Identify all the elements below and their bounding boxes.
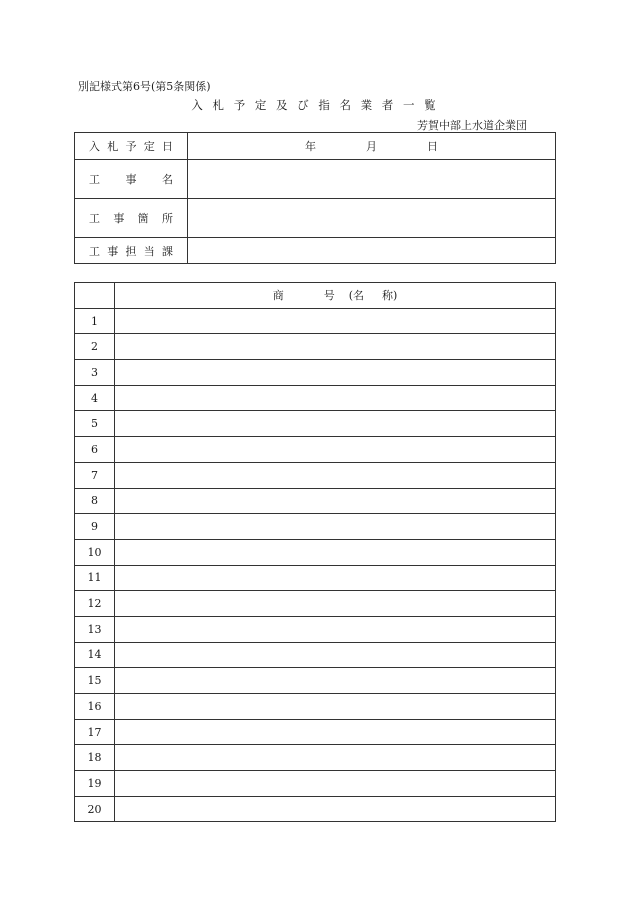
- form-number: 別記様式第6号(第5条関係): [78, 80, 211, 93]
- work-name-label: 工事名: [89, 173, 173, 186]
- list-row-number: 13: [75, 616, 115, 642]
- list-row: [75, 694, 556, 720]
- bid-date-label-cell: [75, 133, 188, 160]
- work-place-row: [75, 199, 556, 238]
- list-row: [75, 616, 556, 642]
- list-row-name-cell[interactable]: [115, 539, 556, 565]
- list-row: [75, 334, 556, 360]
- list-row: [75, 514, 556, 540]
- info-table: [74, 132, 556, 264]
- list-row-name-cell[interactable]: [115, 668, 556, 694]
- list-row-number: 19: [75, 771, 115, 797]
- list-row-name-cell[interactable]: [115, 360, 556, 386]
- list-row-name-cell[interactable]: [115, 565, 556, 591]
- list-row-number: 8: [75, 488, 115, 514]
- document-title: 入 札 予 定 及 び 指 名 業 者 一 覧: [191, 98, 439, 112]
- list-row: [75, 771, 556, 797]
- list-row-number: 3: [75, 360, 115, 386]
- list-row-name-cell[interactable]: [115, 411, 556, 437]
- list-row-number: 11: [75, 565, 115, 591]
- list-header-row: [75, 283, 556, 309]
- list-row: [75, 308, 556, 334]
- work-name-label-cell: [75, 160, 188, 199]
- list-header-number-cell: [75, 283, 115, 309]
- list-row: [75, 565, 556, 591]
- list-row-number: 10: [75, 539, 115, 565]
- bid-date-row: [75, 133, 556, 160]
- list-row-name-cell[interactable]: [115, 616, 556, 642]
- work-name-value[interactable]: [188, 160, 556, 199]
- list-row: [75, 437, 556, 463]
- date-year-label: 年: [305, 140, 316, 153]
- list-row-name-cell[interactable]: [115, 719, 556, 745]
- list-row-name-cell[interactable]: [115, 694, 556, 720]
- list-header-name-cell: [115, 283, 556, 309]
- list-row-number: 17: [75, 719, 115, 745]
- issuer-name: 芳賀中部上水道企業団: [417, 119, 527, 132]
- list-row-number: 12: [75, 591, 115, 617]
- work-name-row: [75, 160, 556, 199]
- list-row: [75, 539, 556, 565]
- list-row-number: 14: [75, 642, 115, 668]
- work-dept-value[interactable]: [188, 238, 556, 264]
- list-row-number: 16: [75, 694, 115, 720]
- work-place-value[interactable]: [188, 199, 556, 238]
- list-row-number: 9: [75, 514, 115, 540]
- list-row-number: 6: [75, 437, 115, 463]
- list-row: [75, 385, 556, 411]
- work-place-label: 工事箇所: [89, 212, 173, 225]
- list-row: [75, 411, 556, 437]
- list-row: [75, 745, 556, 771]
- list-header-part-2: 号: [323, 289, 335, 303]
- list-row: [75, 591, 556, 617]
- list-row-number: 15: [75, 668, 115, 694]
- list-row: [75, 642, 556, 668]
- work-dept-label-cell: [75, 238, 188, 264]
- list-row-name-cell[interactable]: [115, 745, 556, 771]
- list-row-number: 5: [75, 411, 115, 437]
- date-day-label: 日: [427, 140, 438, 153]
- list-row-name-cell[interactable]: [115, 488, 556, 514]
- list-row-number: 18: [75, 745, 115, 771]
- list-row-name-cell[interactable]: [115, 308, 556, 334]
- work-dept-label: 工事担当課: [89, 244, 173, 258]
- list-row-name-cell[interactable]: [115, 385, 556, 411]
- list-row-name-cell[interactable]: [115, 462, 556, 488]
- date-month-label: 月: [366, 140, 377, 153]
- list-row: [75, 360, 556, 386]
- work-place-label-cell: [75, 199, 188, 238]
- list-row-name-cell[interactable]: [115, 334, 556, 360]
- contractor-list-table: [74, 282, 556, 822]
- list-row-name-cell[interactable]: [115, 796, 556, 822]
- list-header-part-3: (名: [348, 289, 364, 303]
- list-row-number: 2: [75, 334, 115, 360]
- list-header-part-4: 称): [382, 289, 398, 303]
- list-header-part-1: 商: [272, 289, 284, 303]
- list-row-name-cell[interactable]: [115, 591, 556, 617]
- list-row-number: 7: [75, 462, 115, 488]
- list-row-name-cell[interactable]: [115, 642, 556, 668]
- list-row: [75, 719, 556, 745]
- list-row-number: 4: [75, 385, 115, 411]
- work-dept-row: [75, 238, 556, 264]
- list-row-number: 1: [75, 308, 115, 334]
- bid-date-label: 入札予定日: [89, 140, 173, 153]
- list-row: [75, 668, 556, 694]
- bid-date-value[interactable]: [188, 133, 556, 160]
- list-row-name-cell[interactable]: [115, 514, 556, 540]
- list-row: [75, 796, 556, 822]
- list-row-number: 20: [75, 796, 115, 822]
- list-row: [75, 488, 556, 514]
- list-row: [75, 462, 556, 488]
- list-row-name-cell[interactable]: [115, 771, 556, 797]
- list-row-name-cell[interactable]: [115, 437, 556, 463]
